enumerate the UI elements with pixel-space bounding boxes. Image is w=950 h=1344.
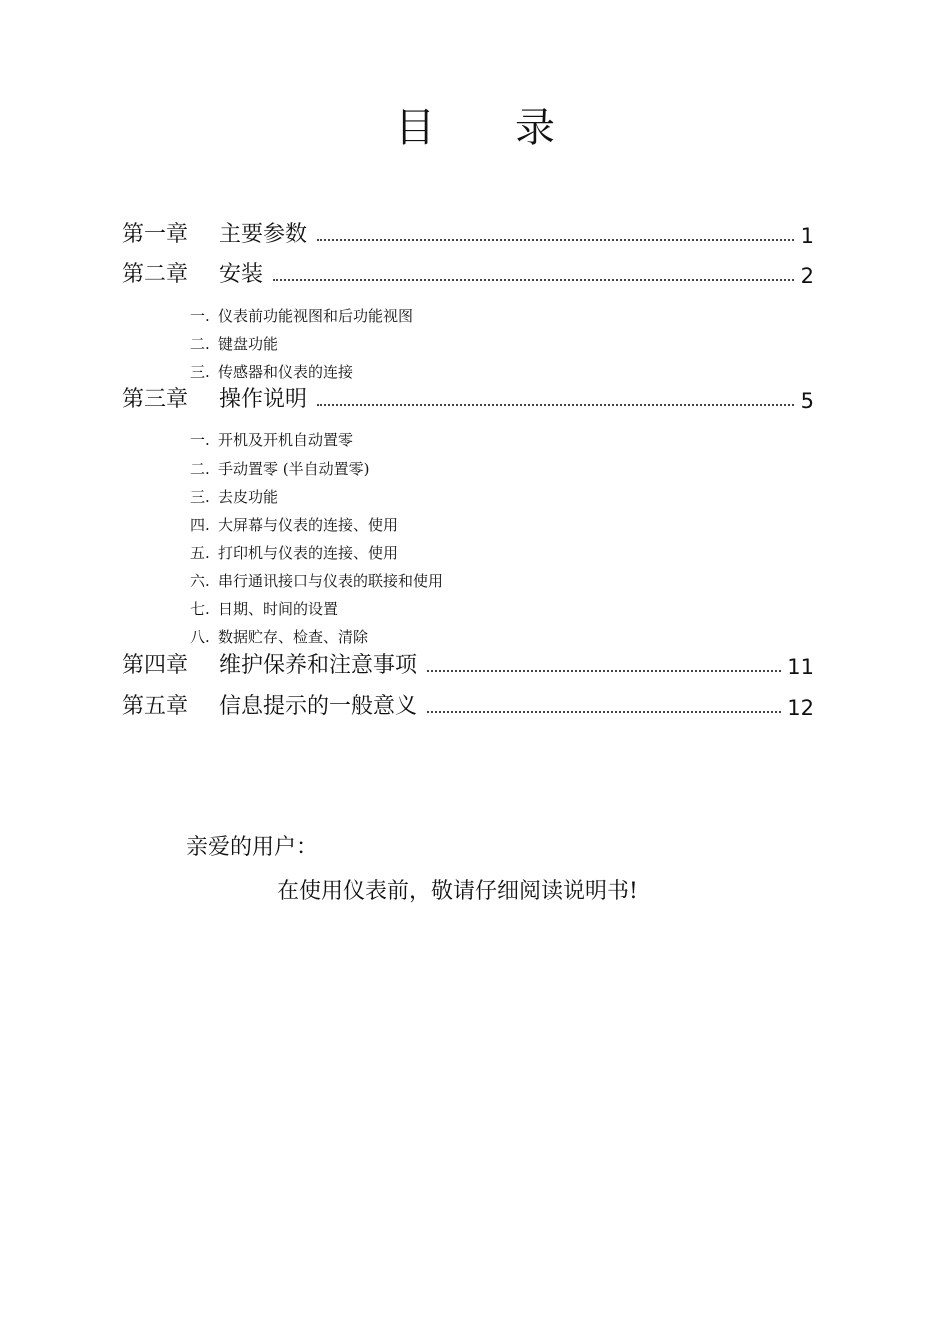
chapter-title: 信息提示的一般意义 — [219, 694, 418, 719]
section-number: 三. — [190, 488, 210, 506]
toc-chapter-5[interactable] — [122, 688, 814, 720]
toc-section[interactable] — [190, 458, 369, 480]
section-title: 打印机与仪表的连接、使用 — [218, 544, 399, 562]
section-number: 一. — [190, 307, 210, 325]
section-title: 仪表前功能视图和后功能视图 — [218, 307, 414, 325]
section-title: 开机及开机自动置零 — [218, 431, 354, 449]
section-number: 八. — [190, 628, 210, 646]
toc-section[interactable] — [190, 626, 368, 648]
page-number: 12 — [787, 696, 814, 720]
section-title: 去皮功能 — [218, 488, 279, 506]
chapter-number: 第五章 — [122, 694, 189, 719]
toc-chapter-3[interactable] — [122, 381, 814, 413]
section-number: 三. — [190, 363, 210, 381]
toc-section[interactable] — [190, 361, 353, 383]
toc-section[interactable] — [190, 514, 398, 536]
toc-chapter-2[interactable] — [122, 256, 814, 288]
toc-section[interactable] — [190, 542, 398, 564]
chapter-number: 第三章 — [122, 387, 189, 412]
toc-section[interactable] — [190, 333, 278, 355]
title-left: 目 — [395, 105, 435, 151]
page-number: 11 — [787, 655, 814, 679]
section-title: 键盘功能 — [218, 335, 279, 353]
section-number: 六. — [190, 572, 210, 590]
reading-note: 在使用仪表前，敬请仔细阅读说明书! — [277, 879, 638, 904]
toc-section[interactable] — [190, 429, 353, 451]
chapter-number: 第二章 — [122, 262, 189, 287]
section-number: 七. — [190, 600, 210, 618]
section-title: 数据贮存、检查、清除 — [218, 628, 369, 646]
section-number: 一. — [190, 431, 210, 449]
chapter-title: 主要参数 — [219, 222, 308, 247]
dot-leader — [317, 404, 794, 406]
chapter-number: 第四章 — [122, 653, 189, 678]
section-number: 二. — [190, 460, 210, 478]
dot-leader — [273, 279, 794, 281]
dot-leader — [317, 239, 794, 241]
page-number: 1 — [800, 224, 814, 248]
section-title: 大屏幕与仪表的连接、使用 — [218, 516, 399, 534]
toc-section[interactable] — [190, 598, 338, 620]
chapter-number: 第一章 — [122, 222, 189, 247]
dot-leader — [427, 711, 781, 713]
dot-leader — [427, 670, 781, 672]
title-right: 录 — [515, 105, 555, 151]
section-title: 日期、时间的设置 — [218, 600, 339, 618]
section-title: 手动置零 (半自动置零) — [218, 460, 370, 478]
page-number: 5 — [800, 389, 814, 413]
section-number: 五. — [190, 544, 210, 562]
toc-section[interactable] — [190, 570, 443, 592]
section-title: 传感器和仪表的连接 — [218, 363, 354, 381]
page-number: 2 — [800, 264, 814, 288]
page-title — [0, 96, 950, 153]
toc-chapter-4[interactable] — [122, 647, 814, 679]
section-number: 四. — [190, 516, 210, 534]
chapter-title: 操作说明 — [219, 387, 308, 412]
toc-section[interactable] — [190, 305, 413, 327]
toc-section[interactable] — [190, 486, 278, 508]
chapter-title: 维护保养和注意事项 — [219, 653, 418, 678]
greeting-text: 亲爱的用户： — [186, 835, 319, 860]
chapter-title: 安装 — [219, 262, 264, 287]
section-number: 二. — [190, 335, 210, 353]
toc-chapter-1[interactable] — [122, 216, 814, 248]
section-title: 串行通讯接口与仪表的联接和使用 — [218, 572, 444, 590]
